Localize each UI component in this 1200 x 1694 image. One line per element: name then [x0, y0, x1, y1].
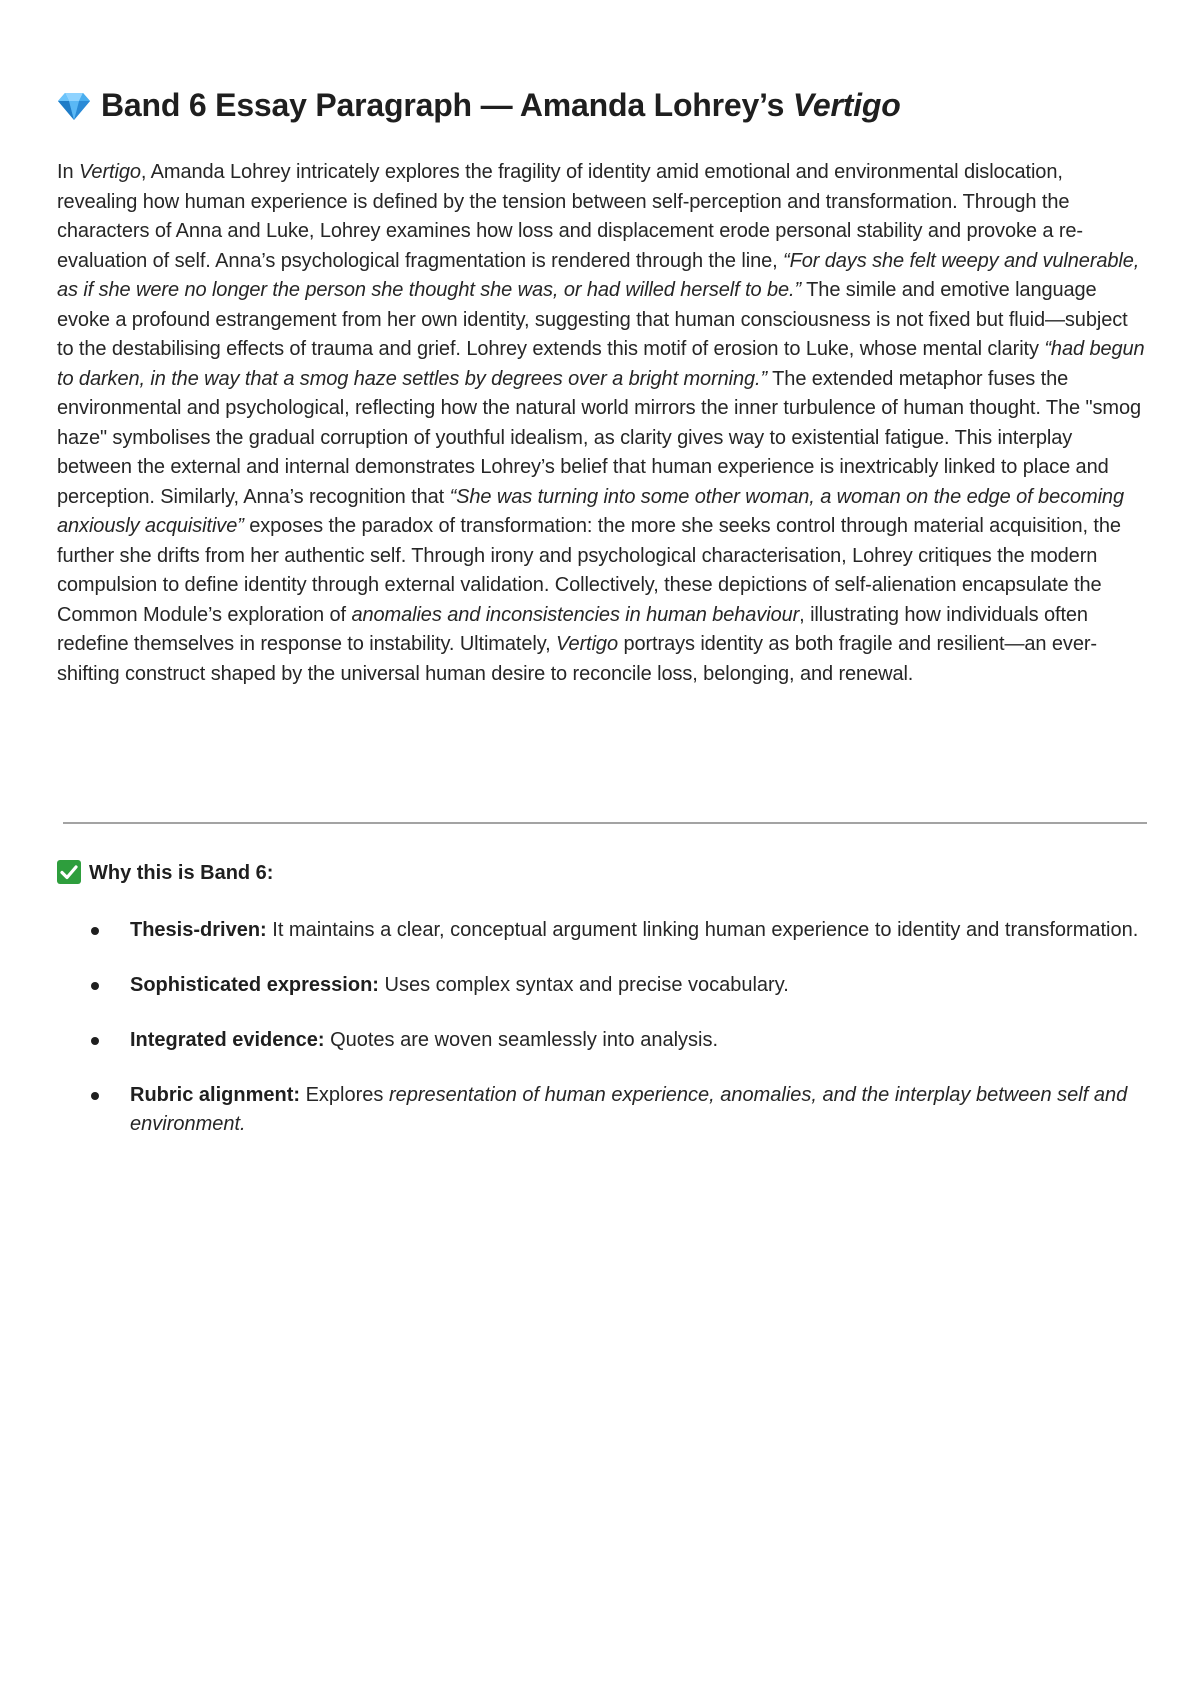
point-text: Uses complex syntax and precise vocabulary.	[378, 974, 789, 996]
essay-quote: “For days she felt weepy and vulnerable, as if she were no longer the person she thought she was, or had willed herself to be.”	[57, 249, 1140, 301]
point-term: Sophisticated expression:	[130, 974, 379, 996]
point-text: It maintains a clear, conceptual argument linking human experience to identity and transformation.	[266, 919, 1139, 941]
point-term: Integrated evidence:	[130, 1029, 325, 1051]
horizontal-divider	[63, 822, 1147, 824]
essay-italic: Vertigo	[556, 633, 618, 655]
essay-text: , illustrating how individuals often redefine themselves in response to instability. Ultimately,	[57, 603, 1088, 655]
gem-icon	[57, 89, 91, 131]
page-title	[57, 84, 1147, 131]
essay-text: The simile and emotive language evoke a profound estrangement from her own identity, suggesting that human consciousness is not fixed but fluid—subject to the destabilising effects of trauma and grief. Lohrey extends this motif of erosion to Luke, whose mental clarity	[57, 279, 1128, 360]
list-item	[57, 1026, 1147, 1055]
bullet-icon	[91, 927, 99, 935]
essay-italic: Vertigo	[78, 161, 141, 183]
point-text: Explores	[300, 1084, 389, 1106]
check-mark-icon	[57, 860, 81, 884]
essay-text: The extended metaphor fuses the environmental and psychological, reflecting how the natural world mirrors the inner turbulence of human thought. The "smog haze" symbolises the gradual corruption of youthful idealism, as clarity gives way to existential fatigue. This interplay between the external and internal demonstrates Lohrey’s belief that human experience is inextricably linked to place and perception. Similarly, Anna’s recognition that	[57, 367, 1142, 508]
essay-paragraph	[57, 158, 1147, 689]
essay-text: In	[57, 161, 79, 183]
bullet-icon	[91, 1092, 99, 1100]
essay-text: exposes the paradox of transformation: the more she seeks control through material acquisition, the further she drifts from her authentic self. Through irony and psychological characterisation, Lohrey critiques the modern compulsion to define identity through external validation. Collectively, these depictions of self-alienation encapsulate the Common Module’s exploration of	[57, 515, 1121, 626]
essay-italic: anomalies and inconsistencies in human behaviour	[351, 603, 800, 626]
point-term: Thesis-driven:	[130, 919, 267, 941]
title-italic: Vertigo	[792, 87, 901, 123]
list-item	[57, 916, 1147, 945]
reasons-list	[57, 916, 1147, 1139]
bullet-icon	[91, 1037, 99, 1045]
essay-quote: “had begun to darken, in the way that a smog haze settles by degrees over a bright morning.”	[57, 338, 1145, 390]
point-term: Rubric alignment:	[130, 1084, 301, 1106]
essay-text: portrays identity as both fragile and resilient—an ever-shifting construct shaped by the universal human desire to reconcile loss, belonging, and renewal.	[57, 633, 1097, 685]
why-heading	[57, 860, 273, 886]
point-italic: representation of human experience, anomalies, and the interplay between self and environment.	[130, 1084, 1128, 1135]
point-text: Quotes are woven seamlessly into analysis.	[324, 1029, 719, 1051]
list-item	[57, 1081, 1147, 1139]
title-text: Band 6 Essay Paragraph — Amanda Lohrey’s	[101, 87, 793, 123]
why-label: Why this is Band 6:	[89, 862, 274, 884]
list-item	[57, 971, 1147, 1000]
document-page	[57, 84, 1147, 1135]
essay-quote: “She was turning into some other woman, a woman on the edge of becoming anxiously acquisitive”	[57, 485, 1124, 537]
bullet-icon	[91, 982, 99, 990]
essay-text: , Amanda Lohrey intricately explores the fragility of identity amid emotional and environmental dislocation, revealing how human experience is defined by the tension between self-perception and transformation. Through the characters of Anna and Luke, Lohrey examines how loss and displacement erode personal stability and provoke a re-evaluation of self. Anna’s psychological fragmentation is rendered through the line,	[57, 161, 1083, 272]
